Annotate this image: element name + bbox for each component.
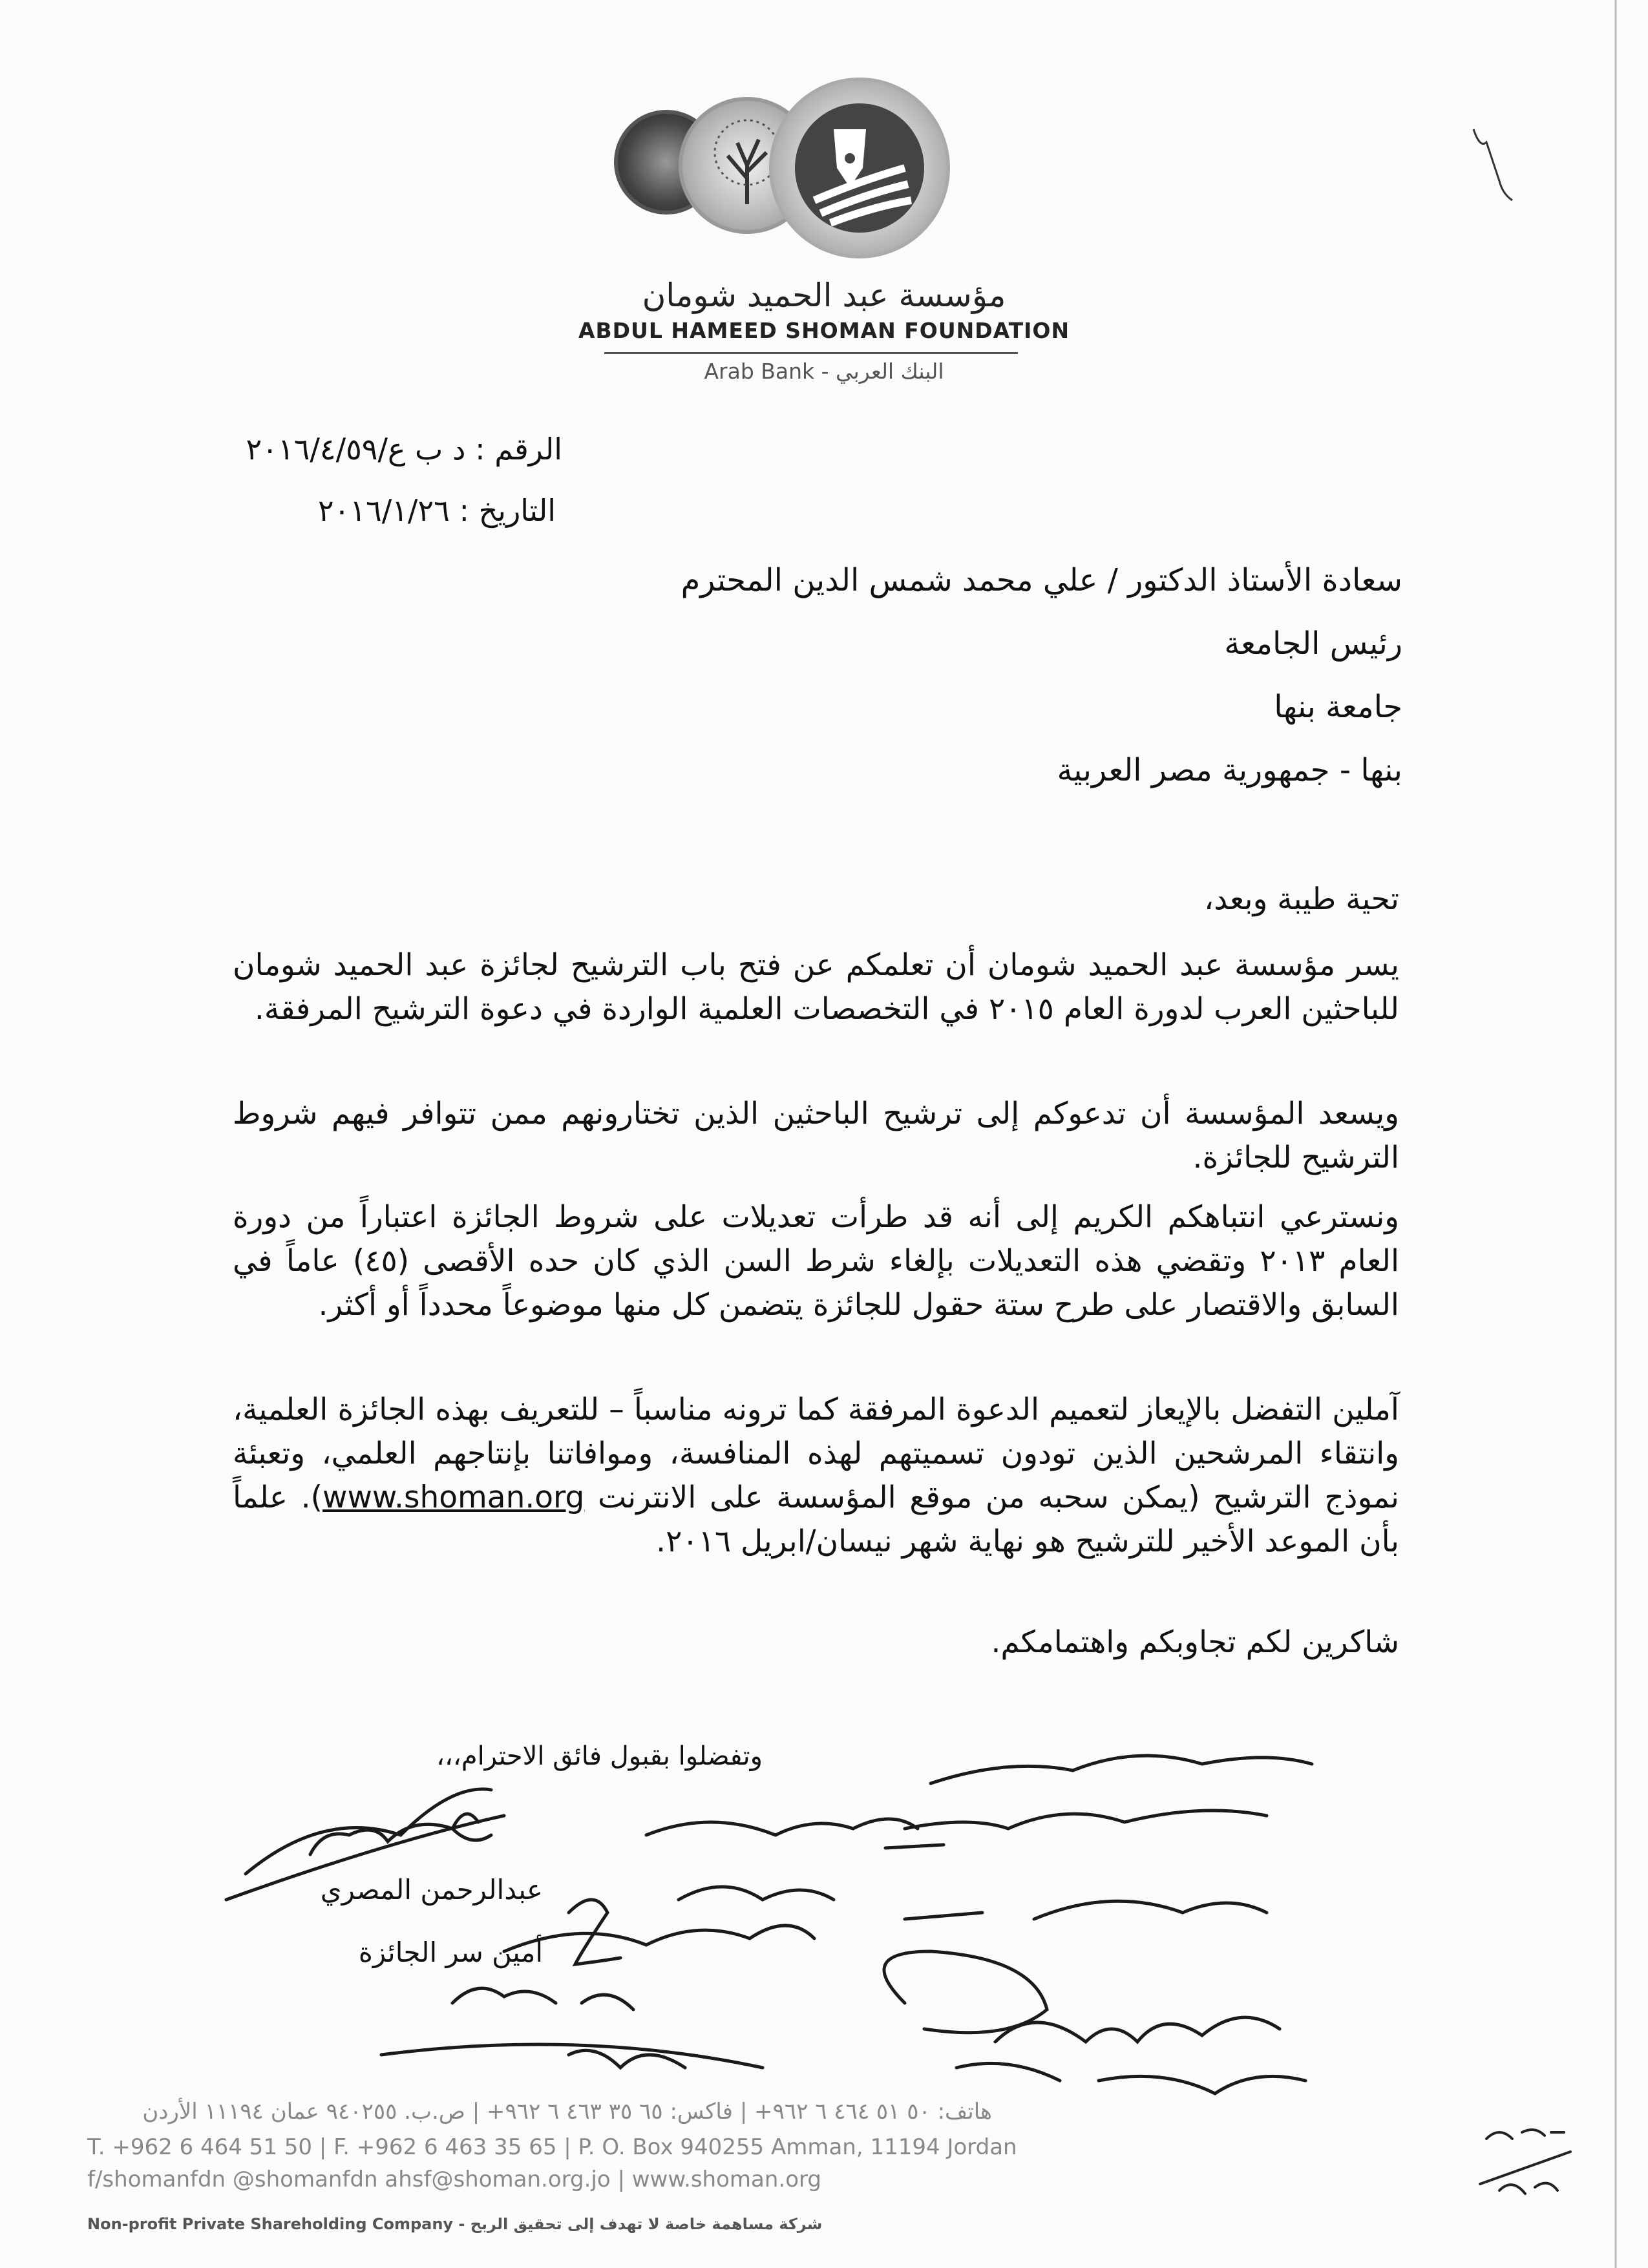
page-number-scrawl: [1474, 2113, 1577, 2216]
logo-circle-pen: [769, 78, 950, 258]
footer-company-type: Non-profit Private Shareholding Company - شركة مساهمة خاصة لا تهدف إلى تحقيق الربح: [87, 2215, 823, 2233]
circle-mark: [884, 1951, 1047, 2033]
signatory-name: عبدالرحمن المصري: [320, 1874, 543, 1906]
reference-number: الرقم : د ب ع/٢٠١٦/٤/٥٩: [246, 432, 562, 467]
margin-scribble: [1467, 123, 1519, 213]
addressee-location: بنها - جمهورية مصر العربية: [1057, 752, 1402, 788]
foundation-logo: [607, 78, 969, 258]
note-line-5: [905, 1811, 1267, 1829]
logo-divider: [604, 352, 1018, 354]
note-line-1: [646, 1819, 918, 1835]
footer-contact-english: T. +962 6 464 51 50 | F. +962 6 463 35 65 | P. O. Box 940255 Amman, 11194 Jordan: [87, 2134, 1017, 2160]
request-text-end: ). علماً بأن الموعد الأخير للترشيح هو نهاية شهر نيسان/ابريل ٢٠١٦.: [233, 1480, 1399, 1559]
strike-line: [381, 2044, 763, 2068]
number-two: [569, 1900, 620, 1964]
note-line-6: [1034, 1901, 1267, 1919]
note-line-2: [679, 1887, 834, 1900]
signatory-title: أمين سر الجائزة: [358, 1937, 543, 1968]
note-line-7: [956, 2063, 1060, 2081]
paragraph-amendments: ونسترعي انتباهكم الكريم إلى أنه قد طرأت تعديلات على شروط الجائزة اعتباراً من دورة العام ٢٠١٣ وتقضي هذه التعديلات بإلغاء شرط السن الذي كان حده الأقصى (٤٥) عاماً في السابق والاقتصار على طرح ستة حقول للجائزة يتضمن كل منها موضوعاً محدداً أو أكثر.: [233, 1199, 1400, 1323]
paragraph-invitation: ويسعد المؤسسة أن تدعوكم إلى ترشيح الباحثين الذين تختارونهم ممن تتوافر فيهم شروط الترشيح للجائزة.: [233, 1096, 1399, 1175]
signature-stroke: [226, 1789, 504, 1900]
addressee-university: جامعة بنها: [1274, 689, 1402, 725]
logo-arabic-name: مؤسسة عبد الحميد شومان: [642, 277, 1006, 314]
addressee-name: سعادة الأستاذ الدكتور / علي محمد شمس الدين المحترم: [681, 562, 1402, 598]
pen-nib-icon: [795, 103, 924, 233]
greeting: تحية طيبة وبعد،: [1204, 881, 1399, 917]
thanks-line: شاكرين لكم تجاوبكم واهتمامكم.: [991, 1624, 1399, 1660]
handwritten-date: [452, 1988, 685, 2068]
paragraph-request: [233, 1388, 1399, 1564]
note-line-3: [504, 1926, 814, 1951]
logo-bank-name: Arab Bank - البنك العربي: [704, 359, 944, 384]
bottom-scrawl: [995, 2017, 1305, 2094]
website-link[interactable]: www.shoman.org: [322, 1480, 585, 1515]
note-line-4: [931, 1756, 1312, 1783]
closing-line: وتفضلوا بقبول فائق الاحترام،،،: [436, 1741, 763, 1771]
logo-english-name: ABDUL HAMEED SHOMAN FOUNDATION: [578, 318, 1070, 343]
addressee-title: رئيس الجامعة: [1224, 625, 1402, 662]
dash-1: [885, 1845, 944, 1848]
request-text: آملين التفضل بالإيعاز لتعميم الدعوة المرفقة كما ترونه مناسباً – للتعريف بهذه الجائزة العلمية، وانتقاء المرشحين الذين تودون تسميتهم لهذه المنافسة، وموافاتنا بإنتاجهم العلمي، وتعبئة نموذج الترشيح (يمكن سحبه من موقع المؤسسة على الانترنت: [233, 1392, 1399, 1515]
footer-contact-arabic: هاتف: ٥٠ ٥١ ٤٦٤ ٦ ٩٦٢+ | فاكس: ٦٥ ٣٥ ٤٦٣ ٦ ٩٦٢+ | ص.ب. ٩٤٠٢٥٥ عمان ١١١٩٤ الأردن: [142, 2099, 992, 2125]
footer-social: f/shomanfdn @shomanfdn ahsf@shoman.org.jo | www.shoman.org: [87, 2167, 821, 2192]
reference-date: التاريخ : ٢٠١٦/١/٢٦: [317, 493, 556, 528]
paragraph-announcement: يسر مؤسسة عبد الحميد شومان أن تعلمكم عن فتح باب الترشيح لجائزة عبد الحميد شومان للباحثين العرب لدورة العام ٢٠١٥ في التخصصات العلمية الواردة في دعوة الترشيح المرفقة.: [233, 947, 1399, 1027]
dash-2: [905, 1913, 982, 1919]
